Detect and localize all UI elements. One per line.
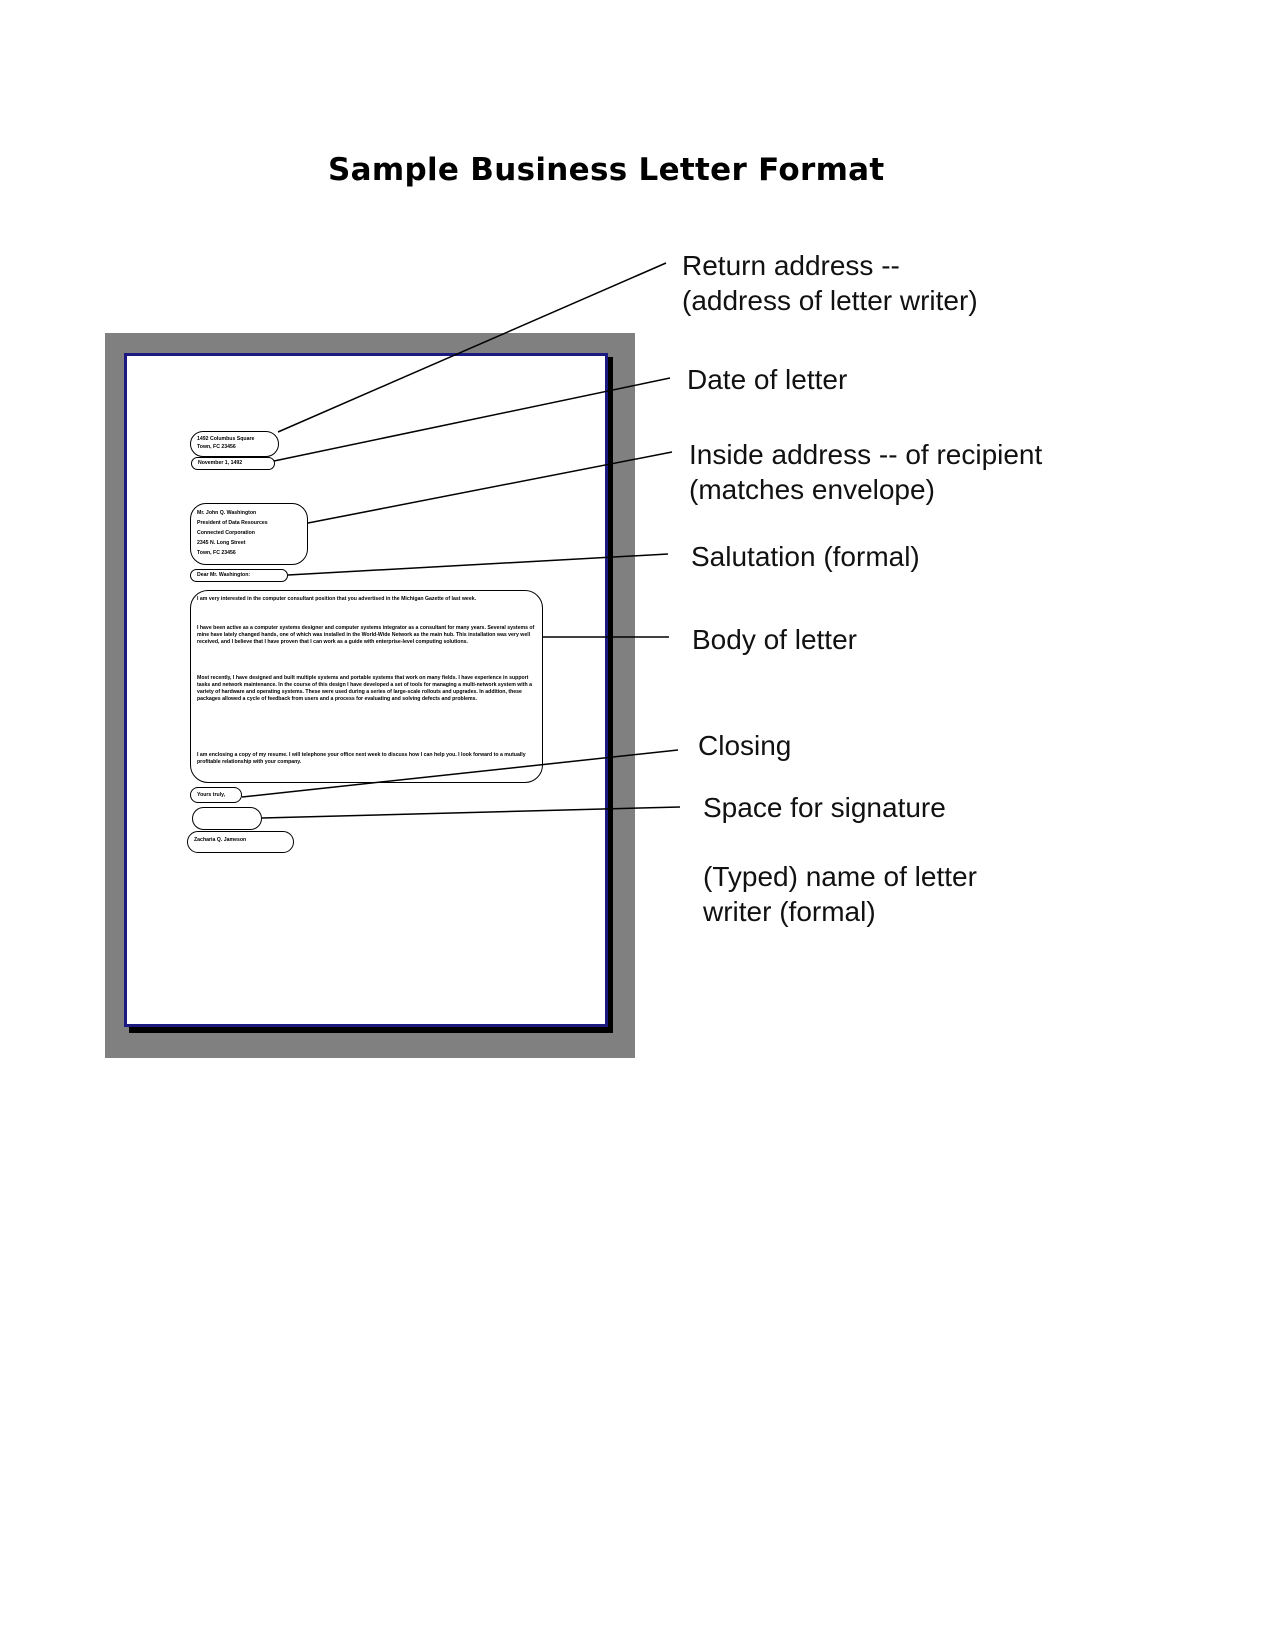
callout-inside-address bbox=[689, 437, 1042, 507]
callout-line: Space for signature bbox=[703, 792, 946, 823]
return-address-line: 1492 Columbus Square bbox=[197, 436, 255, 442]
date-text: November 1, 1492 bbox=[198, 460, 243, 466]
callout-line: (address of letter writer) bbox=[682, 285, 978, 316]
inside-address-line: Connected Corporation bbox=[197, 530, 255, 536]
leader-line-return-address bbox=[278, 263, 666, 432]
callout-line: Salutation (formal) bbox=[691, 541, 920, 572]
page-title: Sample Business Letter Format bbox=[328, 152, 885, 188]
salutation-text: Dear Mr. Washington: bbox=[197, 572, 251, 578]
callout-date bbox=[687, 362, 847, 397]
callout-return-address bbox=[682, 248, 978, 318]
body-paragraph: Most recently, I have designed and built multiple systems and portable systems that work on many fields. I have experience in support tasks and network maintenance. In the course of this design I have developed a set of tools for managing a multi-network system with a variety of hardware and operating systems. These were used during a series of large-scale rollouts and upgrades. In addition, these packages allowed a cycle of feedback from users and a process for evaluating and solving defects and problems. bbox=[197, 675, 532, 702]
callout-line: Date of letter bbox=[687, 364, 848, 395]
body-paragraph: I have been active as a computer systems designer and computer systems integrator as a consultant for many years. Several systems of mine have lately changed hands, one of which was installed in the World-Wide Network as the main hub. This installation was very well received, and I believe that I have proven that I can work as a guide with enterprise-level computing solutions. bbox=[197, 625, 535, 645]
callout-line: (matches envelope) bbox=[689, 474, 935, 505]
leader-line-signature bbox=[262, 807, 680, 818]
callout-line: writer (formal) bbox=[703, 896, 876, 927]
callout-body bbox=[692, 622, 857, 657]
callout-line: (Typed) name of letter bbox=[703, 861, 977, 892]
inside-address-line: Town, FC 23456 bbox=[197, 550, 236, 556]
body-paragraph: I am very interested in the computer consultant position that you advertised in the Michigan Gazette of last week. bbox=[197, 596, 477, 602]
callout-typed-name bbox=[703, 859, 977, 929]
leader-line-date bbox=[274, 378, 670, 461]
inside-address-line: President of Data Resources bbox=[197, 520, 268, 526]
body-paragraph: I am enclosing a copy of my resume. I will telephone your office next week to discuss how I can help you. I look forward to a mutually profitable relationship with your company. bbox=[197, 752, 526, 765]
callout-line: Inside address -- of recipient bbox=[689, 439, 1043, 470]
callout-signature bbox=[703, 790, 946, 825]
leader-line-inside-address bbox=[308, 452, 672, 523]
callout-line: Body of letter bbox=[692, 624, 857, 655]
leader-line-closing bbox=[242, 750, 678, 797]
inside-address-line: 2345 N. Long Street bbox=[197, 540, 246, 546]
callout-line: Closing bbox=[698, 730, 792, 761]
callout-line: Return address -- bbox=[682, 250, 900, 281]
typed-name-text: Zacharia Q. Jameson bbox=[194, 837, 247, 843]
inside-address-line: Mr. John Q. Washington bbox=[197, 510, 257, 516]
leader-line-salutation bbox=[288, 554, 668, 575]
closing-text: Yours truly, bbox=[197, 792, 226, 798]
callout-salutation bbox=[691, 539, 920, 574]
return-address-line: Town, FC 23456 bbox=[197, 444, 236, 450]
callout-closing bbox=[698, 728, 791, 763]
